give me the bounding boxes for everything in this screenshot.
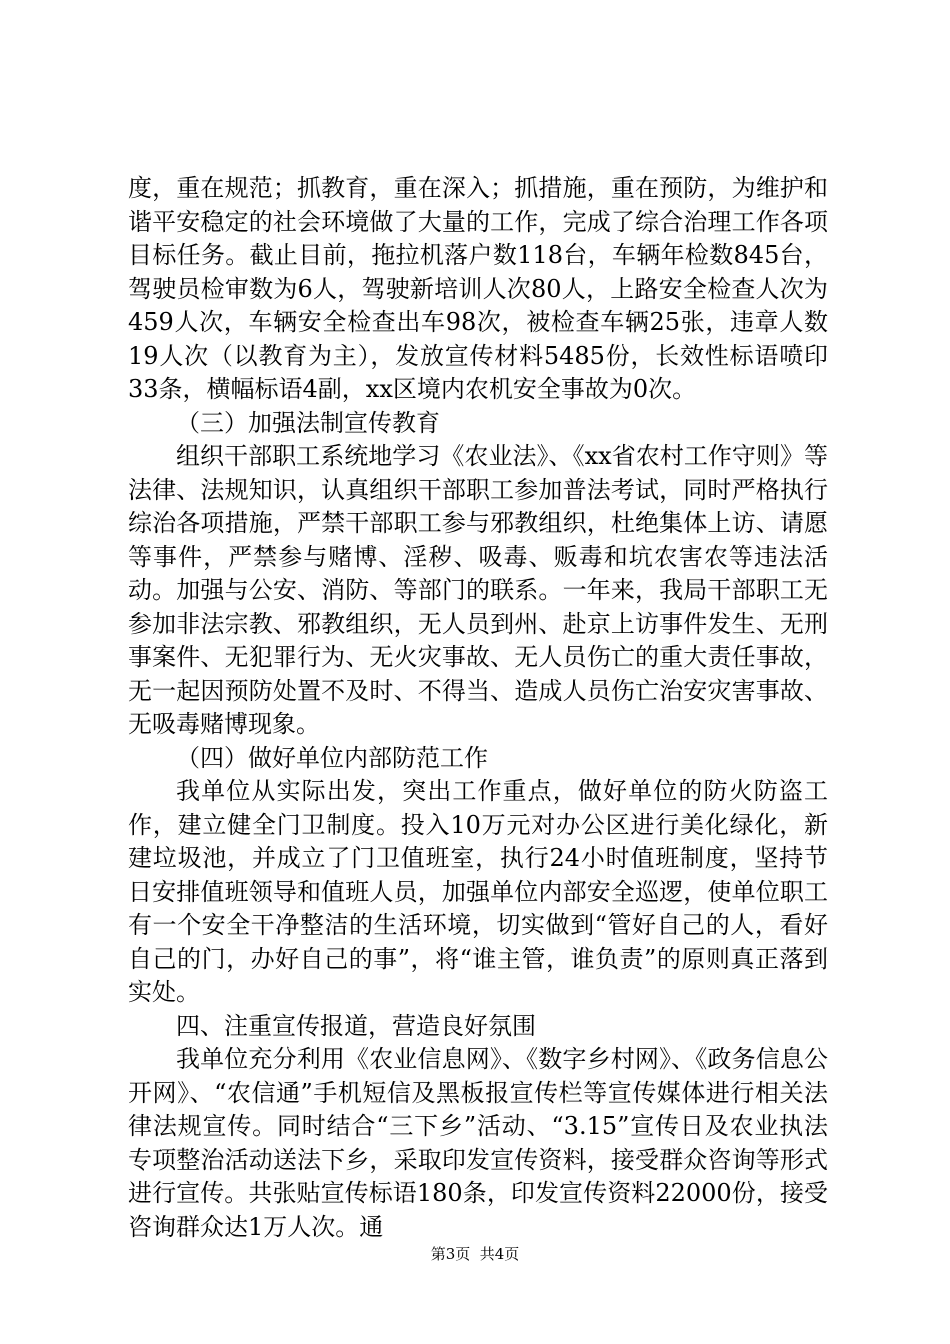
paragraph-3: 我单位从实际出发，突出工作重点，做好单位的防火防盗工作，建立健全门卫制度。投入10万元对办公区进行美化绿化，新建垃圾池，并成立了门卫值班室，执行24小时值班制度，坚持节日安排值班领导和值班人员，加强单位内部安全巡逻，使单位职工有一个安全干净整洁的生活环境，切实做到“管好自己的人，看好自己的门，办好自己的事”，将“谁主管，谁负责”的原则真正落到实处。 [128,777,828,1006]
section-heading-four: 四、注重宣传报道，营造良好氛围 [176,1011,536,1040]
section-heading-3: （三）加强法制宣传教育 [176,408,440,437]
paragraph-4: 我单位充分利用《农业信息网》、《数字乡村网》、《政务信息公开网》、“农信通”手机短信及黑板报宣传栏等宣传媒体进行相关法律法规宣传。同时结合“三下乡”活动、“3.15”宣传日及农业执法专项整治活动送法下乡，采取印发宣传资料，接受群众咨询等形式进行宣传。共张贴宣传标语180条，印发宣传资料22000份，接受咨询群众达1万人次。通 [128,1045,828,1241]
paragraph-1: 度，重在规范；抓教育，重在深入；抓措施，重在预防，为维护和谐平安稳定的社会环境做了大量的工作，完成了综合治理工作各项目标任务。截止目前，拖拉机落户数118台，车辆年检数845台，驾驶员检审数为6人，驾驶新培训人次80人，上路安全检查人次为459人次，车辆安全检查出车98次，被检查车辆25张，违章人数19人次（以教育为主），发放宣传材料5485份，长效性标语喷印33条，横幅标语4副，xx区境内农机安全事故为0次。 [128,174,828,403]
document-body [128,172,828,1244]
paragraph-2: 组织干部职工系统地学习《农业法》、《xx省农村工作守则》等法律、法规知识，认真组织干部职工参加普法考试，同时严格执行综治各项措施，严禁干部职工参与邪教组织，杜绝集体上访、请愿等事件，严禁参与赌博、淫秽、吸毒、贩毒和坑农害农等违法活动。加强与公安、消防、等部门的联系。一年来，我局干部职工无参加非法宗教、邪教组织，无人员到州、赴京上访事件发生、无刑事案件、无犯罪行为、无火灾事故、无人员伤亡的重大责任事故，无一起因预防处置不及时、不得当、造成人员伤亡治安灾害事故、无吸毒赌博现象。 [128,442,828,738]
section-heading-4: （四）做好单位内部防范工作 [176,743,488,772]
page-number-footer: 第3页 共4页 [430,1245,520,1263]
